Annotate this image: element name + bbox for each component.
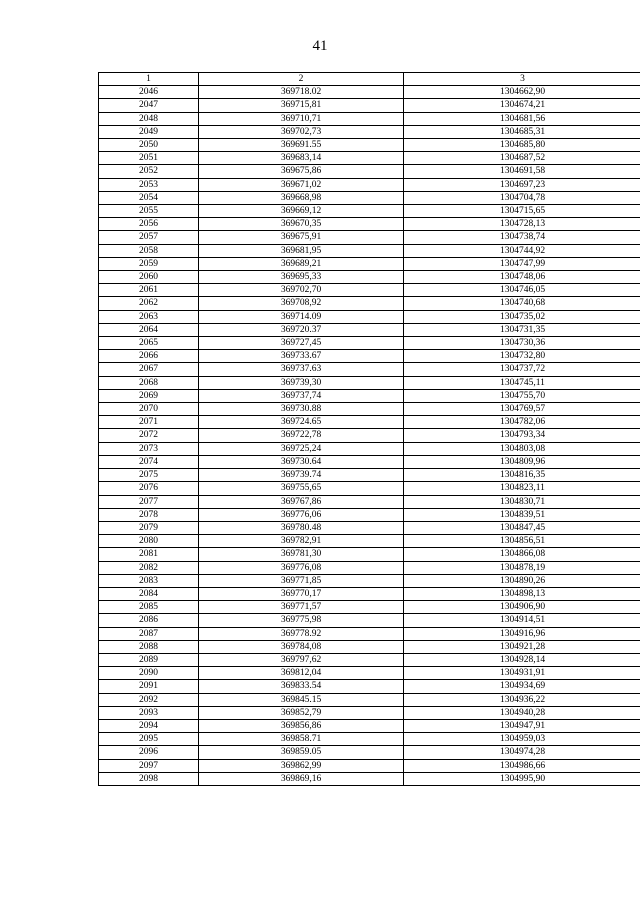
table-row [99,614,640,627]
point-number-cell: 2062 [99,297,199,310]
coord-y-cell: 1304793,34 [404,429,640,442]
table-row [99,218,640,231]
coord-y-cell: 1304730,36 [404,337,640,350]
coord-y-cell: 1304685,80 [404,139,640,152]
point-number-cell: 2081 [99,548,199,561]
point-number-cell: 2075 [99,469,199,482]
point-number-cell: 2046 [99,86,199,99]
table-row [99,191,640,204]
coord-x-cell: 369812,04 [199,667,404,680]
point-number-cell: 2053 [99,178,199,191]
coord-y-cell: 1304866,08 [404,548,640,561]
coord-y-cell: 1304803,08 [404,442,640,455]
point-number-cell: 2095 [99,733,199,746]
column-header-2: 2 [199,73,404,86]
coord-y-cell: 1304662,90 [404,86,640,99]
coord-x-cell: 369714.09 [199,310,404,323]
page-number: 41 [312,38,328,54]
coord-y-cell: 1304691,58 [404,165,640,178]
point-number-cell: 2069 [99,389,199,402]
coord-y-cell: 1304847,45 [404,521,640,534]
table-body [99,86,640,786]
coord-y-cell: 1304744,92 [404,244,640,257]
coord-y-cell: 1304738,74 [404,231,640,244]
coord-x-cell: 369722,78 [199,429,404,442]
point-number-cell: 2087 [99,627,199,640]
coord-x-cell: 369737.63 [199,363,404,376]
coord-x-cell: 369710,71 [199,112,404,125]
coord-y-cell: 1304890,26 [404,574,640,587]
table-row [99,403,640,416]
coord-x-cell: 369775,98 [199,614,404,627]
coord-x-cell: 369725,24 [199,442,404,455]
point-number-cell: 2048 [99,112,199,125]
coord-x-cell: 369862,99 [199,759,404,772]
point-number-cell: 2066 [99,350,199,363]
table-row [99,548,640,561]
table-row [99,152,640,165]
table-row [99,455,640,468]
point-number-cell: 2080 [99,535,199,548]
coord-y-cell: 1304921,28 [404,640,640,653]
table-row [99,772,640,785]
table-row [99,323,640,336]
coord-x-cell: 369780.48 [199,521,404,534]
coord-x-cell: 369797,62 [199,653,404,666]
table-row [99,521,640,534]
point-number-cell: 2057 [99,231,199,244]
table-row [99,587,640,600]
coord-y-cell: 1304685,31 [404,125,640,138]
coord-y-cell: 1304735,02 [404,310,640,323]
table-row [99,561,640,574]
coord-x-cell: 369671,02 [199,178,404,191]
coord-x-cell: 369770,17 [199,587,404,600]
coord-y-cell: 1304746,05 [404,284,640,297]
point-number-cell: 2097 [99,759,199,772]
point-number-cell: 2071 [99,416,199,429]
coord-x-cell: 369737,74 [199,389,404,402]
coord-x-cell: 369715,81 [199,99,404,112]
point-number-cell: 2074 [99,455,199,468]
point-number-cell: 2050 [99,139,199,152]
coord-y-cell: 1304697,23 [404,178,640,191]
coord-x-cell: 369869,16 [199,772,404,785]
point-number-cell: 2055 [99,205,199,218]
coord-y-cell: 1304732,80 [404,350,640,363]
point-number-cell: 2063 [99,310,199,323]
point-number-cell: 2067 [99,363,199,376]
table-row [99,416,640,429]
coord-y-cell: 1304755,70 [404,389,640,402]
coord-y-cell: 1304830,71 [404,495,640,508]
coord-y-cell: 1304928,14 [404,653,640,666]
point-number-cell: 2094 [99,719,199,732]
coord-x-cell: 369781,30 [199,548,404,561]
table-row [99,535,640,548]
table-row [99,495,640,508]
point-number-cell: 2058 [99,244,199,257]
coord-y-cell: 1304816,35 [404,469,640,482]
table-row [99,376,640,389]
coord-y-cell: 1304934,69 [404,680,640,693]
point-number-cell: 2088 [99,640,199,653]
table-row [99,125,640,138]
table-row [99,271,640,284]
coord-x-cell: 369720.37 [199,323,404,336]
point-number-cell: 2079 [99,521,199,534]
point-number-cell: 2085 [99,601,199,614]
coord-y-cell: 1304856,51 [404,535,640,548]
table-row [99,99,640,112]
table-header-row [99,73,640,86]
table-row [99,482,640,495]
table-row [99,257,640,270]
point-number-cell: 2089 [99,653,199,666]
column-header-1: 1 [99,73,199,86]
coord-x-cell: 369856,86 [199,719,404,732]
coord-x-cell: 369755,65 [199,482,404,495]
table-row [99,469,640,482]
column-header-3: 3 [404,73,640,86]
coord-x-cell: 369767,86 [199,495,404,508]
coord-x-cell: 369669,12 [199,205,404,218]
point-number-cell: 2060 [99,271,199,284]
coord-x-cell: 369668,98 [199,191,404,204]
coord-x-cell: 369718.02 [199,86,404,99]
point-number-cell: 2078 [99,508,199,521]
point-number-cell: 2061 [99,284,199,297]
table-row [99,640,640,653]
table-row [99,442,640,455]
table-row [99,297,640,310]
point-number-cell: 2064 [99,323,199,336]
coord-x-cell: 369852,79 [199,706,404,719]
table-row [99,165,640,178]
coord-y-cell: 1304737,72 [404,363,640,376]
coord-y-cell: 1304769,57 [404,403,640,416]
coord-x-cell: 369771,85 [199,574,404,587]
table-row [99,719,640,732]
coord-x-cell: 369739.74 [199,469,404,482]
coordinates-table [98,72,640,786]
table-row [99,627,640,640]
table-row [99,231,640,244]
table-row [99,244,640,257]
coord-y-cell: 1304959,03 [404,733,640,746]
table-row [99,508,640,521]
point-number-cell: 2093 [99,706,199,719]
coord-y-cell: 1304782,06 [404,416,640,429]
point-number-cell: 2083 [99,574,199,587]
coord-x-cell: 369691.55 [199,139,404,152]
coord-x-cell: 369708,92 [199,297,404,310]
coord-x-cell: 369776,08 [199,561,404,574]
table-row [99,733,640,746]
coord-y-cell: 1304740,68 [404,297,640,310]
coord-x-cell: 369675,91 [199,231,404,244]
coord-x-cell: 369702,73 [199,125,404,138]
point-number-cell: 2090 [99,667,199,680]
coord-x-cell: 369670,35 [199,218,404,231]
table-row [99,667,640,680]
point-number-cell: 2076 [99,482,199,495]
table-row [99,337,640,350]
coord-x-cell: 369724.65 [199,416,404,429]
point-number-cell: 2065 [99,337,199,350]
table-row [99,284,640,297]
point-number-cell: 2086 [99,614,199,627]
coord-y-cell: 1304681,56 [404,112,640,125]
table-row [99,86,640,99]
coord-y-cell: 1304809,96 [404,455,640,468]
coord-y-cell: 1304728,13 [404,218,640,231]
point-number-cell: 2052 [99,165,199,178]
point-number-cell: 2077 [99,495,199,508]
table-row [99,389,640,402]
coord-y-cell: 1304715,65 [404,205,640,218]
coord-y-cell: 1304687,52 [404,152,640,165]
coord-y-cell: 1304914,51 [404,614,640,627]
table-row [99,350,640,363]
table-row [99,601,640,614]
point-number-cell: 2082 [99,561,199,574]
coord-y-cell: 1304823,11 [404,482,640,495]
table-row [99,574,640,587]
table-row [99,363,640,376]
coord-x-cell: 369730.88 [199,403,404,416]
coord-y-cell: 1304931,91 [404,667,640,680]
coord-x-cell: 369784,08 [199,640,404,653]
table-row [99,139,640,152]
coord-x-cell: 369776,06 [199,508,404,521]
coord-y-cell: 1304704,78 [404,191,640,204]
coord-x-cell: 369833.54 [199,680,404,693]
point-number-cell: 2049 [99,125,199,138]
table-row [99,429,640,442]
coord-y-cell: 1304745,11 [404,376,640,389]
coord-y-cell: 1304995,90 [404,772,640,785]
coord-y-cell: 1304947,91 [404,719,640,732]
coord-y-cell: 1304731,35 [404,323,640,336]
coord-x-cell: 369859.05 [199,746,404,759]
point-number-cell: 2091 [99,680,199,693]
coord-x-cell: 369739,30 [199,376,404,389]
point-number-cell: 2047 [99,99,199,112]
coord-x-cell: 369730.64 [199,455,404,468]
coord-x-cell: 369733.67 [199,350,404,363]
coord-y-cell: 1304878,19 [404,561,640,574]
table-row [99,178,640,191]
point-number-cell: 2073 [99,442,199,455]
point-number-cell: 2084 [99,587,199,600]
coord-y-cell: 1304674,21 [404,99,640,112]
coord-x-cell: 369681,95 [199,244,404,257]
table-row [99,205,640,218]
point-number-cell: 2072 [99,429,199,442]
coord-x-cell: 369727,45 [199,337,404,350]
coord-x-cell: 369689,21 [199,257,404,270]
table-row [99,759,640,772]
table-row [99,746,640,759]
table-row [99,653,640,666]
coord-y-cell: 1304974,28 [404,746,640,759]
coord-x-cell: 369675,86 [199,165,404,178]
coord-x-cell: 369778.92 [199,627,404,640]
table-row [99,310,640,323]
table-row [99,680,640,693]
table-row [99,112,640,125]
point-number-cell: 2068 [99,376,199,389]
coord-x-cell: 369782,91 [199,535,404,548]
coord-x-cell: 369683,14 [199,152,404,165]
point-number-cell: 2051 [99,152,199,165]
coord-x-cell: 369702,70 [199,284,404,297]
table-row [99,706,640,719]
coord-x-cell: 369845.15 [199,693,404,706]
coord-x-cell: 369771,57 [199,601,404,614]
coord-x-cell: 369695,33 [199,271,404,284]
point-number-cell: 2054 [99,191,199,204]
coord-y-cell: 1304748,06 [404,271,640,284]
point-number-cell: 2059 [99,257,199,270]
coord-y-cell: 1304898,13 [404,587,640,600]
point-number-cell: 2092 [99,693,199,706]
coord-y-cell: 1304986,66 [404,759,640,772]
point-number-cell: 2056 [99,218,199,231]
coord-y-cell: 1304940,28 [404,706,640,719]
coord-x-cell: 369858.71 [199,733,404,746]
point-number-cell: 2096 [99,746,199,759]
point-number-cell: 2098 [99,772,199,785]
coord-y-cell: 1304839,51 [404,508,640,521]
coord-y-cell: 1304906,90 [404,601,640,614]
point-number-cell: 2070 [99,403,199,416]
table-row [99,693,640,706]
coord-y-cell: 1304747,99 [404,257,640,270]
coord-y-cell: 1304936,22 [404,693,640,706]
coord-y-cell: 1304916,96 [404,627,640,640]
